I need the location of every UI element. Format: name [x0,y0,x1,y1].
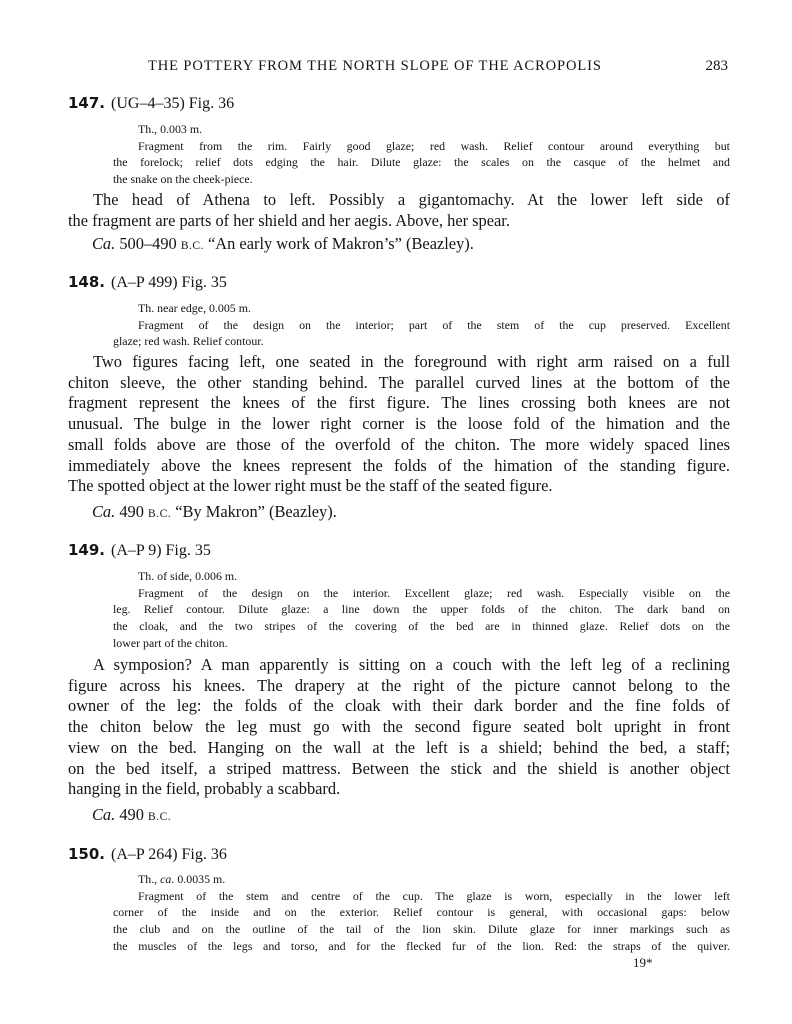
body-line: figure across his knees. The drapery at the right of the picture cannot belong to the [68,675,730,695]
body-line: on the bed itself, a striped mattress. Between the stick and the shield is another object [68,758,730,778]
body-line: The head of Athena to left. Possibly a gigantomachy. At the lower left side of [93,190,730,209]
date-era: B.C. [180,240,204,252]
date-era: B.C. [148,508,172,520]
date-era: B.C. [148,811,172,823]
entry-148-date [92,502,337,522]
attribution: “By Makron” (Beazley). [175,502,337,521]
body-line: The spotted object at the lower right must be the staff of the seated figure. [68,476,553,496]
body-line: the fragment are parts of her shield and her aegis. Above, her spear. [68,210,510,230]
circa: Ca. [92,234,116,253]
body-line: the chiton below the leg must go with the second figure seated bolt upright in front [68,717,730,737]
body-line: hanging in the field, probably a scabbard. [68,779,341,799]
entry-148-body [68,352,730,497]
description-line: Fragment of the design on the interior; part of the stem of the cup preserved. Excellent [138,317,730,332]
entry-number: 148. [68,273,106,291]
body-line: owner of the leg: the folds of the cloak with their dark border and the fine folds of [68,696,730,716]
entry-reference: (A–P 499) Fig. 35 [111,274,227,291]
entry-149-description [68,568,730,652]
description-line: Fragment of the design on the interior. Excellent glaze; red wash. Especially visible on the [138,585,730,600]
circa: Ca. [92,502,116,521]
entry-148-description [68,300,730,350]
entry-147-body [68,190,730,231]
entry-147-heading [68,94,234,113]
body-line: fragment represent the knees of the first figure. The lines crossing both knees are not [68,393,730,413]
entry-reference: (UG–4–35) Fig. 36 [111,95,235,112]
entry-149-date [92,805,171,825]
entry-number: 149. [68,541,106,559]
body-line: A symposion? A man apparently is sitting on a couch with the left leg of a reclining [93,655,730,674]
measurement [68,871,730,888]
signature-mark: 19* [633,955,653,970]
date-years: 490 [119,805,144,824]
entry-149-body [68,655,730,800]
body-line: chiton sleeve, the other standing behind. The parallel curved lines at the bottom of the [68,372,730,392]
body-line: unusual. The bulge in the lower right corner is the loose fold of the himation and the [68,414,730,434]
measurement: Th. of side, 0.006 m. [138,569,238,583]
page-number: 283 [705,58,728,74]
description-line: leg. Relief contour. Dilute glaze: a line down the upper folds of the chiton. The dark band on [113,602,730,617]
measurement: Th., 0.003 m. [138,122,203,136]
description-line: Fragment from the rim. Fairly good glaze; red wash. Relief contour around everything but [138,138,730,153]
description-line: corner of the inside and on the exterior. Relief contour is general, with occasional gaps: below [113,905,730,920]
date-years: 500–490 [119,234,177,253]
attribution: “An early work of Makron’s” (Beazley). [208,234,474,253]
description-line: Fragment of the stem and centre of the cup. The glaze is worn, especially in the lower left [138,888,730,903]
entry-149-heading [68,541,211,560]
description-line: glaze; red wash. Relief contour. [113,334,264,349]
page [68,0,730,1024]
entry-150-description [68,871,730,955]
entry-148-heading [68,273,227,292]
measurement: Th. near edge, 0.005 m. [138,301,251,315]
measurement-circa: ca. [160,872,175,886]
body-line: Two figures facing left, one seated in the foreground with right arm raised on a full [93,352,730,371]
body-line: view on the bed. Hanging on the wall at the left is a shield; behind the bed, a staff; [68,737,730,757]
entry-147-date [92,234,474,254]
description-line: the cloak, and the two stripes of the covering of the bed are in thinned glaze. Relief dots on the [113,619,730,634]
running-head [68,58,730,80]
description-line: lower part of the chiton. [113,635,228,650]
description-line: the club and on the outline of the tail of the lion skin. Dilute glaze for inner markings such as [113,922,730,937]
body-line: small folds above are those of the overfold of the chiton. The more widely spaced lines [68,434,730,454]
body-line: immediately above the knees represent the folds of the himation of the standing figure. [68,455,730,475]
measurement-prefix: Th., [138,872,158,886]
measurement-value: 0.0035 m. [177,872,226,886]
entry-reference: (A–P 9) Fig. 35 [111,542,211,559]
description-line: the forelock; relief dots edging the hair. Dilute glaze: the scales on the casque of the helmet and [113,155,730,170]
date-years: 490 [119,502,144,521]
entry-150-heading [68,845,227,864]
description-line: the muscles of the legs and torso, and for the flecked fur of the lion. Red: the straps of the quiver. [113,938,730,953]
circa: Ca. [92,805,116,824]
entry-147-description [68,121,730,188]
description-line: the snake on the cheek-piece. [113,172,253,187]
entry-number: 147. [68,94,106,112]
entry-reference: (A–P 264) Fig. 36 [111,846,227,863]
entry-number: 150. [68,845,106,863]
running-title: THE POTTERY FROM THE NORTH SLOPE OF THE ACROPOLIS [148,58,602,74]
